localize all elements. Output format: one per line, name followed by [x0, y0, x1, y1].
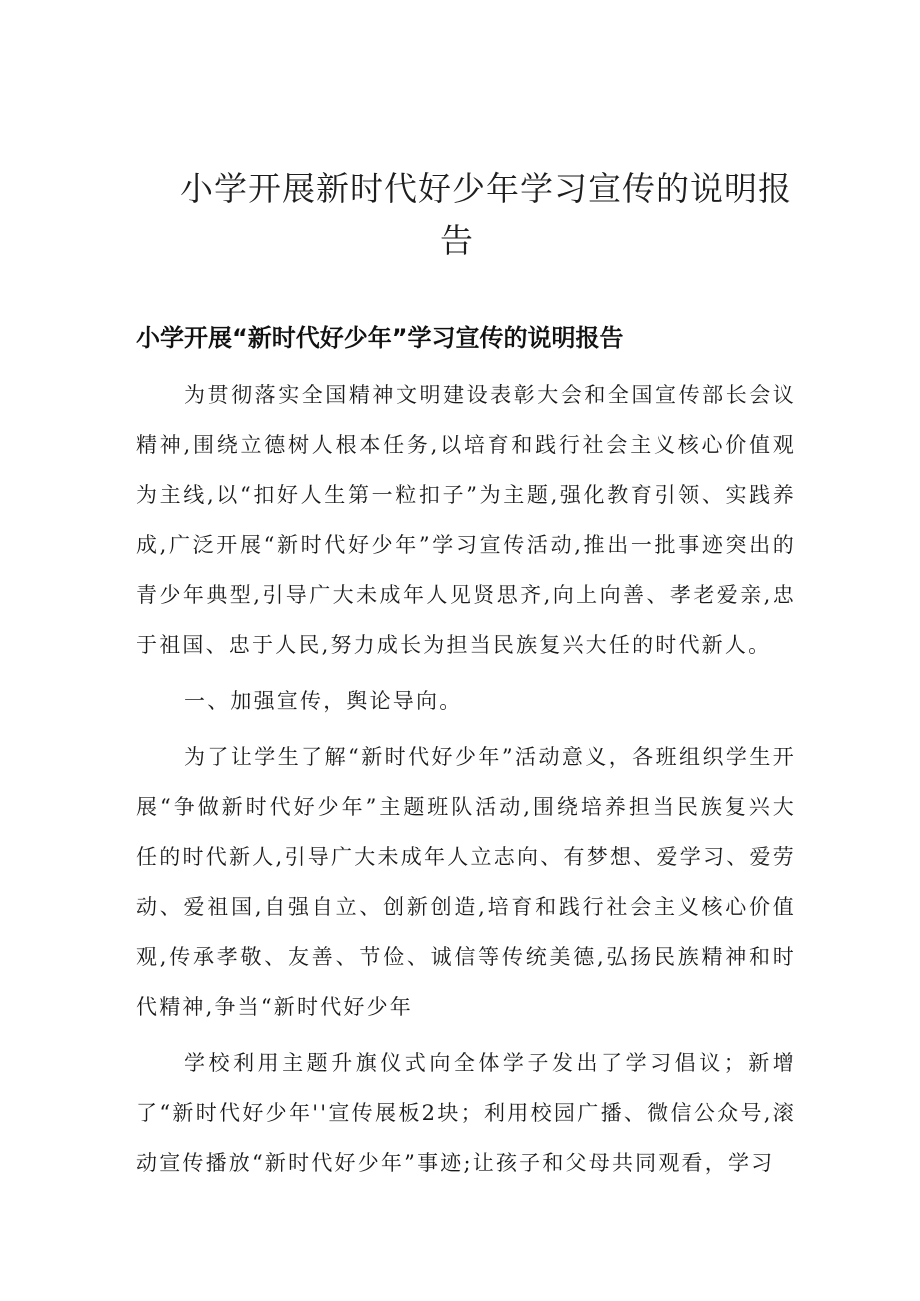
- section-heading-1: 一、加强宣传，舆论导向。: [184, 689, 463, 713]
- paragraph-section-1: 为了让学生了解“新时代好少年”活动意义，各班组织学生开展“争做新时代好少年”主题班队活动,围绕培养担当民族复兴大任的时代新人,引导广大未成年人立志向、有梦想、爱学习、爱劳动、爱祖国,自强自立、创新创造,培育和践行社会主义核心价值观,传承孝敬、友善、节俭、诚信等传统美德,弘扬民族精神和时代精神,争当“新时代好少年: [136, 745, 796, 1019]
- paragraph-intro: 为贯彻落实全国精神文明建设表彰大会和全国宣传部长会议精神,围绕立德树人根本任务,以培育和践行社会主义核心价值观为主线,以“扣好人生第一粒扣子”为主题,强化教育引领、实践养成,广泛开展“新时代好少年”学习宣传活动,推出一批事迹突出的青少年典型,引导广大未成年人见贤思齐,向上向善、孝老爱亲,忠于祖国、忠于人民,努力成长为担当民族复兴大任的时代新人。: [136, 383, 796, 657]
- document-title: [180, 163, 820, 267]
- document-subtitle: 小学开展“新时代好少年”学习宣传的说明报告: [136, 324, 624, 352]
- paragraph-school-activities: 学校利用主题升旗仪式向全体学子发出了学习倡议；新增了“新时代好少年''宣传展板2块；利用校园广播、微信公众号,滚动宣传播放“新时代好少年”事迹;让孩子和父母共同观看，学习: [136, 1051, 796, 1175]
- title-line-2: 告: [440, 221, 474, 260]
- title-line-1: 小学开展新时代好少年学习宣传的说明报: [180, 169, 792, 208]
- document-body: [136, 370, 796, 1188]
